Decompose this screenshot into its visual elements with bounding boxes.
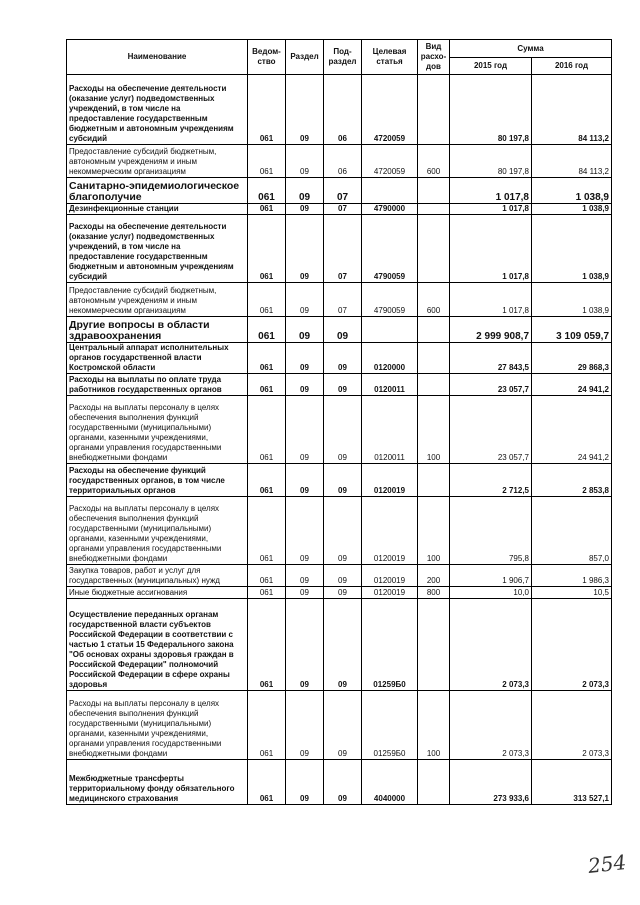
row-2016-cell: 10,5 (532, 587, 612, 599)
row-2015-cell: 23 057,7 (450, 396, 532, 464)
row-target-cell: 01259Б0 (362, 599, 418, 691)
row-section-cell: 09 (286, 145, 324, 178)
row-name-cell: Другие вопросы в области здравоохранения (67, 317, 248, 343)
row-2016-cell: 1 038,9 (532, 178, 612, 204)
row-2015-cell: 1 017,8 (450, 215, 532, 283)
row-section-cell: 09 (286, 317, 324, 343)
row-name-cell: Расходы на выплаты персоналу в целях обеспечения выполнения функций государственными (муниципальными) органами, казенными учреждениями, органами управления государственными внебюджетными фондами (67, 691, 248, 760)
row-dept-cell: 061 (248, 760, 286, 805)
row-subsection-cell: 09 (324, 464, 362, 497)
row-section-cell: 09 (286, 760, 324, 805)
row-target-cell: 0120019 (362, 565, 418, 587)
row-section-cell: 09 (286, 587, 324, 599)
budget-table-sheet (66, 39, 611, 805)
row-name-cell: Межбюджетные трансферты территориальному фонду обязательного медицинского страхования (67, 760, 248, 805)
table-row (67, 497, 612, 565)
row-2016-cell: 1 038,9 (532, 283, 612, 317)
row-2015-cell: 1 017,8 (450, 283, 532, 317)
row-exptype-cell (418, 75, 450, 145)
row-dept-cell: 061 (248, 204, 286, 215)
table-body (67, 75, 612, 805)
row-2016-cell: 84 113,2 (532, 145, 612, 178)
budget-table (66, 39, 612, 805)
header-subsection: Под-раздел (324, 40, 362, 75)
row-subsection-cell: 09 (324, 565, 362, 587)
row-subsection-cell: 09 (324, 599, 362, 691)
row-subsection-cell: 09 (324, 396, 362, 464)
table-row (67, 178, 612, 204)
header-2016: 2016 год (532, 58, 612, 75)
header-dept: Ведом-ство (248, 40, 286, 75)
row-2015-cell: 10,0 (450, 587, 532, 599)
row-section-cell: 09 (286, 599, 324, 691)
row-name-cell: Расходы на выплаты персоналу в целях обеспечения выполнения функций государственными (муниципальными) органами, казенными учреждениями, органами управления государственными внебюджетными фондами (67, 497, 248, 565)
row-exptype-cell (418, 599, 450, 691)
page-number: 254 (586, 850, 628, 878)
row-name-cell: Расходы на выплаты по оплате труда работников государственных органов (67, 374, 248, 396)
row-name-cell: Центральный аппарат исполнительных органов государственной власти Костромской области (67, 343, 248, 374)
table-row (67, 396, 612, 464)
row-name-cell: Осуществление переданных органам государственной власти субъектов Российской Федерации в соответствии с частью 1 статьи 15 Федерального закона "Об основах охраны здоровья граждан в Российской Федерации" полномочий Российской Федерации в сфере охраны здоровья (67, 599, 248, 691)
row-subsection-cell: 07 (324, 215, 362, 283)
row-dept-cell: 061 (248, 587, 286, 599)
row-2015-cell: 80 197,8 (450, 145, 532, 178)
row-2016-cell: 24 941,2 (532, 396, 612, 464)
row-dept-cell: 061 (248, 691, 286, 760)
row-2015-cell: 23 057,7 (450, 374, 532, 396)
header-target: Целевая статья (362, 40, 418, 75)
row-subsection-cell: 09 (324, 760, 362, 805)
row-exptype-cell (418, 343, 450, 374)
row-2016-cell: 29 868,3 (532, 343, 612, 374)
row-exptype-cell: 600 (418, 283, 450, 317)
row-name-cell: Дезинфекционные станции (67, 204, 248, 215)
table-row (67, 343, 612, 374)
row-subsection-cell: 07 (324, 178, 362, 204)
row-dept-cell: 061 (248, 283, 286, 317)
row-target-cell: 0120019 (362, 497, 418, 565)
row-name-cell: Санитарно-эпидемиологическое благополучие (67, 178, 248, 204)
row-2015-cell: 27 843,5 (450, 343, 532, 374)
row-subsection-cell: 06 (324, 75, 362, 145)
row-dept-cell: 061 (248, 145, 286, 178)
row-2016-cell: 3 109 059,7 (532, 317, 612, 343)
row-2015-cell: 80 197,8 (450, 75, 532, 145)
header-2015: 2015 год (450, 58, 532, 75)
row-2016-cell: 2 073,3 (532, 599, 612, 691)
row-subsection-cell: 06 (324, 145, 362, 178)
row-target-cell: 01259Б0 (362, 691, 418, 760)
table-row (67, 75, 612, 145)
table-row (67, 145, 612, 178)
table-row (67, 565, 612, 587)
row-2015-cell: 2 073,3 (450, 691, 532, 760)
row-subsection-cell: 09 (324, 317, 362, 343)
table-row (67, 760, 612, 805)
row-2016-cell: 24 941,2 (532, 374, 612, 396)
row-2016-cell: 2 853,8 (532, 464, 612, 497)
row-dept-cell: 061 (248, 343, 286, 374)
row-section-cell: 09 (286, 464, 324, 497)
row-dept-cell: 061 (248, 215, 286, 283)
row-section-cell: 09 (286, 75, 324, 145)
table-row (67, 691, 612, 760)
row-section-cell: 09 (286, 565, 324, 587)
row-2016-cell: 1 986,3 (532, 565, 612, 587)
row-subsection-cell: 07 (324, 204, 362, 215)
header-sum: Сумма (450, 40, 612, 58)
row-exptype-cell (418, 178, 450, 204)
row-section-cell: 09 (286, 204, 324, 215)
row-target-cell: 4040000 (362, 760, 418, 805)
table-row (67, 283, 612, 317)
row-2015-cell: 1 906,7 (450, 565, 532, 587)
row-target-cell: 0120000 (362, 343, 418, 374)
row-target-cell: 4790000 (362, 204, 418, 215)
table-row (67, 587, 612, 599)
row-target-cell: 4720059 (362, 145, 418, 178)
table-row (67, 464, 612, 497)
row-subsection-cell: 07 (324, 283, 362, 317)
row-target-cell (362, 178, 418, 204)
row-name-cell: Расходы на обеспечение деятельности (оказание услуг) подведомственных учреждений, в том числе на предоставление государственным бюджетным и автономным учреждениям субсидий (67, 75, 248, 145)
row-exptype-cell: 800 (418, 587, 450, 599)
row-section-cell: 09 (286, 396, 324, 464)
row-exptype-cell (418, 317, 450, 343)
row-target-cell: 4790059 (362, 283, 418, 317)
table-row (67, 215, 612, 283)
row-subsection-cell: 09 (324, 587, 362, 599)
row-name-cell: Предоставление субсидий бюджетным, автономным учреждениям и иным некоммерческим организациям (67, 145, 248, 178)
row-name-cell: Иные бюджетные ассигнования (67, 587, 248, 599)
row-name-cell: Расходы на обеспечение деятельности (оказание услуг) подведомственных учреждений, в том числе на предоставление государственным бюджетным и автономным учреждениям субсидий (67, 215, 248, 283)
row-subsection-cell: 09 (324, 691, 362, 760)
row-dept-cell: 061 (248, 178, 286, 204)
row-exptype-cell: 100 (418, 497, 450, 565)
row-exptype-cell (418, 204, 450, 215)
row-dept-cell: 061 (248, 396, 286, 464)
row-dept-cell: 061 (248, 317, 286, 343)
row-section-cell: 09 (286, 497, 324, 565)
row-dept-cell: 061 (248, 565, 286, 587)
row-exptype-cell: 100 (418, 691, 450, 760)
row-dept-cell: 061 (248, 374, 286, 396)
row-2016-cell: 1 038,9 (532, 215, 612, 283)
row-exptype-cell: 600 (418, 145, 450, 178)
row-2015-cell: 273 933,6 (450, 760, 532, 805)
table-row (67, 374, 612, 396)
row-target-cell: 0120019 (362, 587, 418, 599)
row-dept-cell: 061 (248, 497, 286, 565)
row-section-cell: 09 (286, 343, 324, 374)
row-2015-cell: 795,8 (450, 497, 532, 565)
row-2015-cell: 2 712,5 (450, 464, 532, 497)
row-target-cell: 4720059 (362, 75, 418, 145)
row-2015-cell: 1 017,8 (450, 178, 532, 204)
row-2015-cell: 1 017,8 (450, 204, 532, 215)
row-target-cell: 0120019 (362, 464, 418, 497)
row-2016-cell: 84 113,2 (532, 75, 612, 145)
row-exptype-cell: 200 (418, 565, 450, 587)
row-2015-cell: 2 073,3 (450, 599, 532, 691)
row-name-cell: Предоставление субсидий бюджетным, автономным учреждениям и иным некоммерческим организациям (67, 283, 248, 317)
row-exptype-cell: 100 (418, 396, 450, 464)
row-target-cell: 4790059 (362, 215, 418, 283)
row-section-cell: 09 (286, 178, 324, 204)
row-dept-cell: 061 (248, 75, 286, 145)
row-subsection-cell: 09 (324, 343, 362, 374)
row-dept-cell: 061 (248, 599, 286, 691)
row-section-cell: 09 (286, 215, 324, 283)
row-exptype-cell (418, 760, 450, 805)
header-section: Раздел (286, 40, 324, 75)
row-dept-cell: 061 (248, 464, 286, 497)
header-exptype: Вид расхо-дов (418, 40, 450, 75)
row-2016-cell: 2 073,3 (532, 691, 612, 760)
row-target-cell: 0120011 (362, 396, 418, 464)
row-2015-cell: 2 999 908,7 (450, 317, 532, 343)
row-name-cell: Расходы на обеспечение функций государственных органов, в том числе территориальных органов (67, 464, 248, 497)
row-name-cell: Расходы на выплаты персоналу в целях обеспечения выполнения функций государственными (муниципальными) органами, казенными учреждениями, органами управления государственными внебюджетными фондами (67, 396, 248, 464)
header-name: Наименование (67, 40, 248, 75)
table-row (67, 317, 612, 343)
row-exptype-cell (418, 374, 450, 396)
row-2016-cell: 857,0 (532, 497, 612, 565)
row-2016-cell: 1 038,9 (532, 204, 612, 215)
row-section-cell: 09 (286, 691, 324, 760)
table-row (67, 599, 612, 691)
row-2016-cell: 313 527,1 (532, 760, 612, 805)
row-name-cell: Закупка товаров, работ и услуг для государственных (муниципальных) нужд (67, 565, 248, 587)
row-subsection-cell: 09 (324, 497, 362, 565)
row-section-cell: 09 (286, 374, 324, 396)
row-target-cell (362, 317, 418, 343)
row-target-cell: 0120011 (362, 374, 418, 396)
row-subsection-cell: 09 (324, 374, 362, 396)
row-exptype-cell (418, 464, 450, 497)
row-section-cell: 09 (286, 283, 324, 317)
table-row (67, 204, 612, 215)
row-exptype-cell (418, 215, 450, 283)
